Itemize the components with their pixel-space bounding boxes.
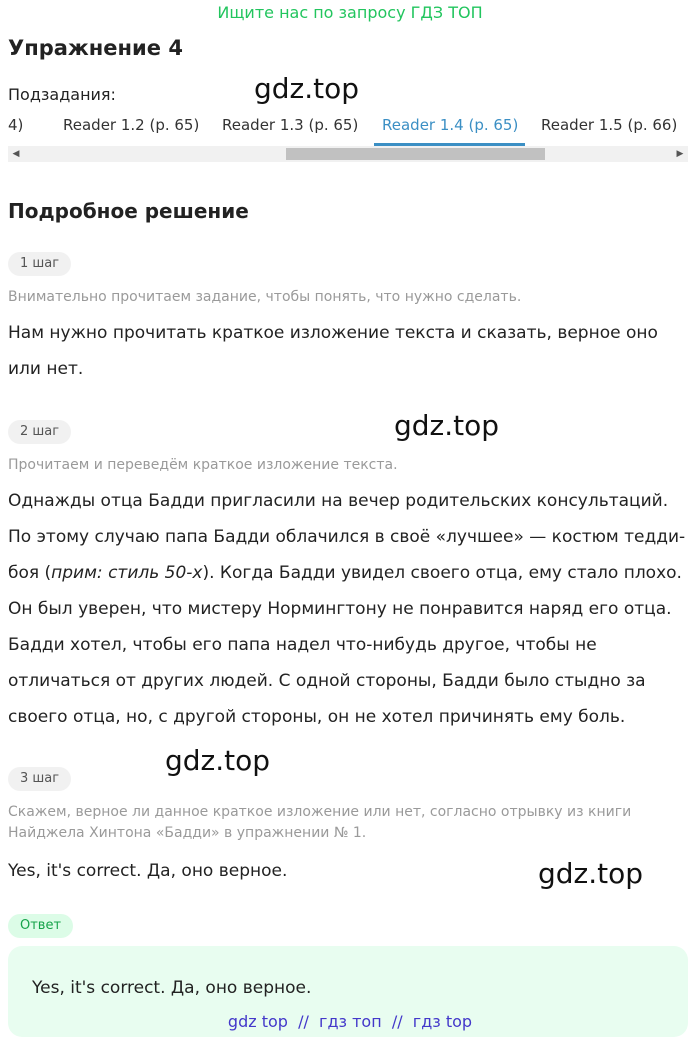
step-1-body: Нам нужно прочитать краткое изложение текста и сказать, верное оно или нет. xyxy=(8,323,658,379)
step-3-body: Yes, it's correct. Да, оно верное. xyxy=(8,861,288,881)
step-2-badge: 2 шаг xyxy=(8,420,71,444)
tab-4[interactable]: 4) xyxy=(8,116,24,134)
answer-badge: Ответ xyxy=(8,914,73,938)
watermark: gdz.top xyxy=(538,857,644,890)
subtask-tabs xyxy=(8,110,688,146)
tab-reader-1-2[interactable]: Reader 1.2 (p. 65) xyxy=(63,116,200,134)
step-1-hint: Внимательно прочитаем задание, чтобы понять, что нужно сделать. xyxy=(8,289,522,305)
step-1-badge: 1 шаг xyxy=(8,252,71,276)
step-2-body-text: Однажды отца Бадди пригласили на вечер родительских консультаций. По этому случаю папа Бадди облачился в своё «лучшее» — костюм тедди-боя ( xyxy=(8,491,686,583)
step-2-body-text-cont: ). Когда Бадди увидел своего отца, ему стало плохо. Он был уверен, что мистеру Нормингтону не понравится наряд его отца. Бадди хотел, чтобы его папа надел что-нибудь другое, чтобы не отличаться от других людей. С одной стороны, Бадди было стыдно за своего отца, но, с другой стороны, он не хотел причинять ему боль. xyxy=(8,563,682,727)
scroll-right-arrow-icon[interactable]: ▶ xyxy=(676,149,684,159)
solution-heading: Подробное решение xyxy=(8,199,249,223)
watermark: gdz.top xyxy=(394,409,500,442)
subtasks-label: Подзадания: xyxy=(8,85,116,104)
step-2-hint: Прочитаем и переведём краткое изложение текста. xyxy=(8,457,398,473)
watermark: gdz.top xyxy=(254,72,360,105)
top-banner: Ищите нас по запросу ГДЗ ТОП xyxy=(217,3,483,22)
tab-reader-1-4[interactable]: Reader 1.4 (p. 65) xyxy=(382,116,519,134)
step-3-hint: Скажем, верное ли данное краткое изложение или нет, согласно отрывку из книги Найджела Хинтона «Бадди» в упражнении № 1. xyxy=(8,804,632,841)
tabs-scrollbar[interactable] xyxy=(8,146,688,162)
exercise-title: Упражнение 4 xyxy=(8,36,183,60)
watermark: gdz.top xyxy=(165,744,271,777)
step-2-body xyxy=(8,483,688,735)
tab-reader-1-5[interactable]: Reader 1.5 (p. 66) xyxy=(541,116,678,134)
footer-links: gdz top // гдз топ // гдз top xyxy=(227,1012,473,1031)
step-2-body-note: прим: стиль 50-х xyxy=(51,563,203,583)
tab-reader-1-3[interactable]: Reader 1.3 (p. 65) xyxy=(222,116,359,134)
scroll-left-arrow-icon[interactable]: ◀ xyxy=(12,149,20,159)
answer-text: Yes, it's correct. Да, оно верное. xyxy=(32,978,312,998)
step-3-badge: 3 шаг xyxy=(8,767,71,791)
scroll-thumb[interactable] xyxy=(286,148,545,160)
